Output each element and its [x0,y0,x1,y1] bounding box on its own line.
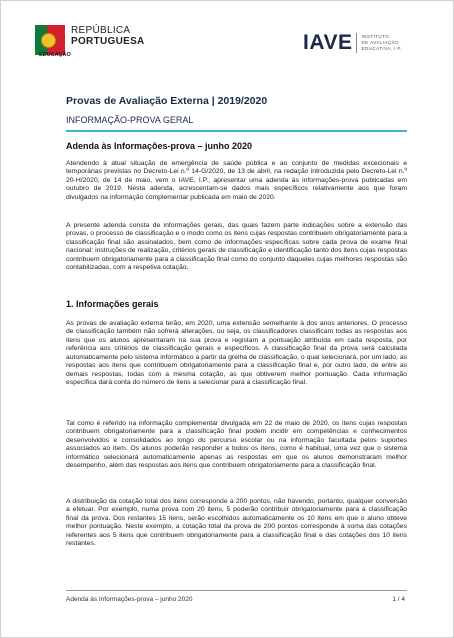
paragraph-intro-1: Atendendo à atual situação de emergência de saúde pública e ao conjunto de medidas excecionais e temporárias previstas no Decreto-Lei n.º 14-G/2020, de 13 de abril, na redação introduzida pelo Decreto-Lei n.º 20-H/2020, de 14 de maio, vem o IAVE, I.P., apresentar uma adenda às informações-prova publicadas em outubro de 2019. Nesta adenda, acrescentam-se dados mais específicos relativamente aos que foram divulgados na informação complementar publicada em maio de 2020. [66,160,407,201]
document-subtitle: INFORMAÇÃO-PROVA GERAL [66,115,194,125]
section-title: Adenda às Informações-prova – junho 2020 [66,141,253,151]
footer-rule [66,590,407,591]
footer-document-name: Adenda às Informações-prova – junho 2020 [66,596,193,603]
document-title: Provas de Avaliação Externa | 2019/2020 [66,95,268,107]
iave-mark: IAVE [303,31,353,54]
paragraph-intro-2: A presente adenda consta de informações gerais, das quais fazem parte indicações sobre a extensão das provas, o processo de classificação e o modo como os itens cujas respostas contribuem obrigatoriamente para a classificação final são assinalados, bem como de informações específicas sobre cada prova de exame final nacional: instruções de realização, critérios gerais de classificação e identificação tanto dos itens cujas respostas contribuem obrigatoriamente para a classificação final como do conjunto daqueles cujas melhores respostas são contabilizadas, com a respetiva cotação. [66,222,407,272]
iave-name-line-2: DE AVALIAÇÃO [361,40,400,45]
title-rule [66,130,407,132]
portuguese-flag-icon [35,25,65,55]
page-number: 1 / 4 [392,596,405,603]
iave-logo [303,33,402,53]
republic-line-2: PORTUGUESA [71,36,145,47]
heading-general-info: 1. Informações gerais [66,299,159,309]
education-label: EDUCAÇÃO [39,52,71,58]
paragraph-general-2: Tal como é referido na informação complementar divulgada em 22 de maio de 2020, os itens cujas respostas contribuem obrigatoriamente para a classificação final podem incidir em competências e conhecimentos desenvolvidos e consolidados ao longo do percurso escolar ou na informação facultada pelos suportes associados ao item. Os alunos poderão responder a todos os itens, como é habitual, uma vez que o sistema informático selecionará automaticamente apenas as respostas em que os alunos demonstraram melhor desempenho, além das respostas aos itens que contribuem obrigatoriamente para a classificação final. [66,420,407,470]
paragraph-general-1: As provas de avaliação externa terão, em 2020, uma extensão semelhante à dos anos anteriores. O processo de classificação também não sofrerá alterações, ou seja, os classificadores classificam todas as respostas aos itens que os alunos apresentaram na sua prova e registam a pontuação atribuída em cada resposta, por referência aos critérios de classificação gerais e específicos. A classificação final da prova será calculada automaticamente pelo sistema informático a partir da grelha de classificação, o qual selecionará, por um lado, as respostas aos itens que contribuem obrigatoriamente para a classificação final e, por outro lado, de entre as demais respostas, todas com a mesma cotação, as que obtiverem melhor pontuação. Cada informação específica dará conta do número de itens a selecionar para a classificação final. [66,320,407,387]
republic-line-1: REPÚBLICA [71,25,131,36]
iave-name-line-3: EDUCATIVA, I.P. [361,46,402,51]
republica-portuguesa-logo [35,25,145,55]
paragraph-general-3: A distribuição da cotação total dos itens corresponde a 200 pontos, não havendo, portanto, qualquer conversão a efetuar. Por exemplo, numa prova com 20 itens, 5 poderão contribuir obrigatoriamente para a classificação final da prova. Dos restantes 15 itens, serão escolhidos automaticamente os 10 itens em que o aluno obteve melhor pontuação. Neste exemplo, a cotação total da prova de 200 pontos corresponde à soma das cotações referentes aos 5 itens que contribuem obrigatoriamente para a classificação final e das cotações dos 10 itens restantes. [66,498,407,548]
iave-name-line-1: INSTITUTO [361,34,390,39]
